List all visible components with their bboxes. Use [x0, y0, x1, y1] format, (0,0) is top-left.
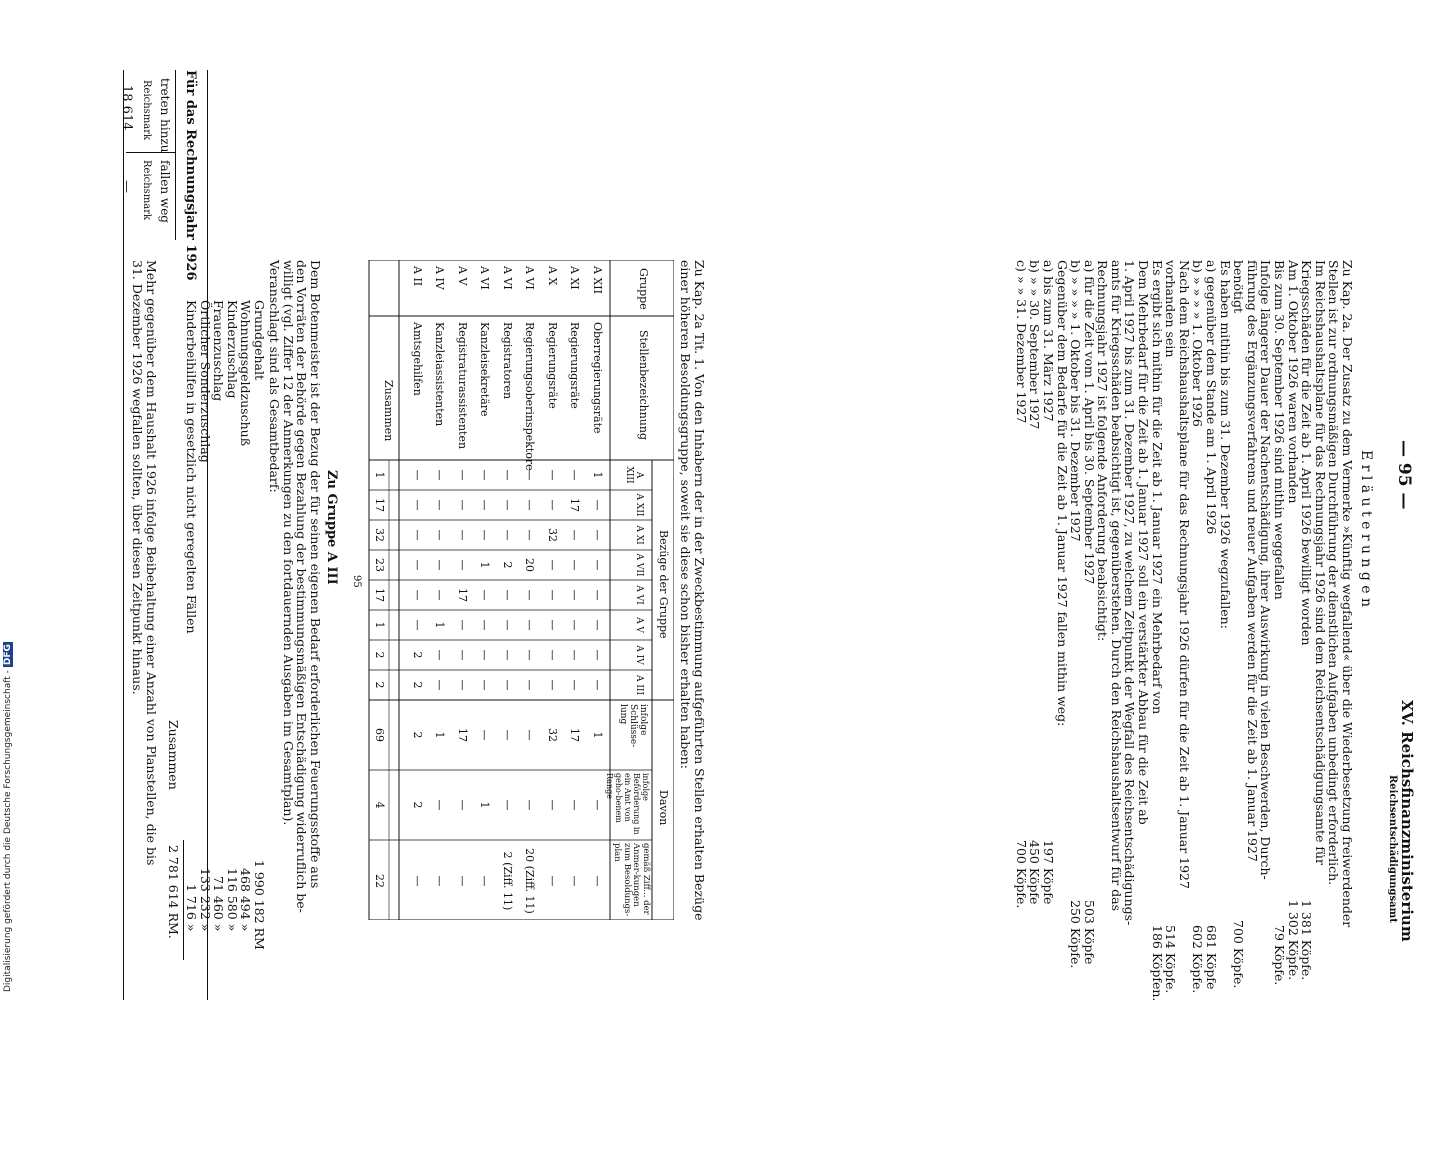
- section2-text: [679, 260, 706, 920]
- section-title: E r l ä u t e r u n g e n: [1358, 450, 1374, 608]
- cell-stelle: Regierungsoberinspektore: [523, 322, 537, 471]
- text-line: Kriegsschäden für die Zeit ab 1. April 1926 bewilligt worden 1 381 Köpfe.: [1299, 260, 1315, 981]
- left-column-header: Für das Rechnungsjahr 1926: [183, 70, 198, 281]
- text-line: a) bis zum 31. März 1927 197 Köpfe: [1040, 260, 1056, 905]
- cell-value: —: [501, 649, 514, 661]
- dfg-footer-note: Digitalisierung gefördert durch die Deutsche Forschungsgemeinschaft -DFG: [3, 644, 13, 992]
- cell-value: —: [568, 679, 582, 691]
- cell-value: —: [568, 589, 582, 601]
- cell-value: 17: [456, 588, 469, 602]
- header-davon: Davon: [657, 790, 670, 826]
- total-value: 1: [373, 471, 386, 479]
- cell-davon: 17: [456, 728, 469, 742]
- cell-value: —: [456, 499, 469, 511]
- header-rule: [175, 70, 176, 240]
- list-item: Örtlicher Sonderzuschlag 133 232 »: [197, 300, 213, 932]
- list-item: Kinderbeihilfen in gesetzlich nicht geregelten Fällen 1 716 »: [184, 300, 200, 932]
- cell-value: —: [433, 499, 447, 511]
- cell-value: —: [591, 589, 604, 601]
- col-treten-hinzu: treten hinzu: [158, 78, 172, 153]
- cell-value: —: [591, 649, 604, 661]
- header-stellenbezeichnung: Stellenbezeichnung: [637, 330, 650, 441]
- cell-value: —: [411, 499, 424, 511]
- column-divider: [123, 70, 124, 1000]
- text-line: amts für Kriegsschäden beabsichtigt ist, gegenüberstehen. Durch den Reichshaushaltsentwurf für das: [1108, 260, 1124, 912]
- text-line: a) gegenüber dem Stande am 1. April 1926 681 Köpfe: [1204, 260, 1220, 990]
- cell-value: —: [478, 619, 492, 631]
- total-value: 1: [373, 621, 386, 629]
- col-fallen-weg: fallen weg: [158, 160, 172, 223]
- cell-davon: —: [546, 875, 559, 887]
- closing-text: [131, 260, 158, 865]
- group-header-1: A XII: [634, 493, 644, 517]
- cell-value: 2: [411, 651, 424, 659]
- cell-davon: —: [411, 875, 424, 887]
- text-line: Mehr gegenüber dem Haushalt 1926 infolge Beibehaltung einer Anzahl von Planstellen, die bis: [144, 260, 159, 866]
- cell-value: —: [501, 679, 514, 691]
- cell-davon: —: [591, 799, 604, 811]
- text-line: einer höheren Besoldungsgruppe, soweit sie diese schon bisher erhalten haben:: [678, 260, 694, 769]
- list-item: Frauenzuschlag 71 460 »: [211, 300, 227, 932]
- cell-davon: 2 (Ziff. 11): [501, 851, 514, 911]
- cell-value: —: [411, 559, 424, 571]
- cell-value: —: [433, 469, 447, 481]
- cell-value: 20: [523, 558, 537, 572]
- cell-value: —: [591, 619, 604, 631]
- cell-value: —: [456, 649, 469, 661]
- text-line: b) » » 30. September 1927 450 Köpfe: [1027, 260, 1043, 905]
- cell-value: —: [478, 649, 492, 661]
- cell-stelle: Oberregierungsräte: [591, 322, 604, 434]
- cell-value: 1: [591, 471, 604, 479]
- cell-davon: —: [433, 875, 447, 887]
- cell-davon: —: [433, 799, 447, 811]
- cell-value: —: [411, 469, 424, 481]
- cell-value: —: [411, 529, 424, 541]
- cell-davon: 32: [546, 728, 559, 742]
- cell-davon: 17: [568, 728, 582, 742]
- cell-davon: 2: [411, 801, 424, 809]
- cell-davon: 2: [411, 731, 424, 739]
- group-header-2: A XI: [634, 525, 644, 545]
- total-davon: 4: [373, 801, 386, 809]
- section3-text: [268, 260, 322, 913]
- cell-value: —: [546, 499, 559, 511]
- cell-value: —: [591, 559, 604, 571]
- cell-stelle: Regierungsräte: [546, 322, 559, 409]
- group-header-7: A III: [634, 674, 644, 696]
- cell-gruppe: A VI: [501, 266, 514, 290]
- cell-value: 32: [546, 528, 559, 542]
- cell-davon: —: [478, 875, 492, 887]
- text-line: Es haben mithin bis zum 31. Dezember 1926 wegzufallen:: [1217, 260, 1233, 629]
- cell-value: —: [568, 469, 582, 481]
- cell-stelle: Amtsgehilfen: [411, 322, 424, 396]
- total-value: 23: [373, 558, 386, 572]
- text-line: Veranschlagt sind als Gesamtbedarf:: [267, 260, 283, 493]
- col2-unit: Reichsmark: [141, 160, 152, 221]
- cell-value: —: [501, 589, 514, 601]
- header-bezuege: Bezüge der Gruppe: [657, 530, 670, 639]
- col1-unit: Reichsmark: [141, 80, 152, 141]
- dfg-logo: DFG: [3, 644, 13, 666]
- cell-value: —: [456, 559, 469, 571]
- list-item: Wohnungsgeldzuschuß 468 494 »: [238, 300, 254, 932]
- text-line: willigt (vgl. Ziffer 12 der Anmerkungen zu den fortdauernden Ausgaben im Gesamtplan).: [280, 260, 296, 826]
- cell-value: —: [411, 589, 424, 601]
- text-line: Es ergibt sich mithin für die Zeit ab 1. Januar 1927 ein Mehrbedarf von 186 Köpfen.: [1149, 260, 1165, 1002]
- text-line: Nach dem Reichshaushaltsplane für das Rechnungsjahr 1926 dürfen für die Zeit ab 1. Januar 1927: [1176, 260, 1192, 889]
- text-line: Zu Kap. 2a. Der Zusatz zu dem Vermerke »Künftig wegfallend« über die Wiederbesetzung freiwerdender: [1340, 260, 1355, 928]
- text-line: Dem Mehrbedarf für die Zeit ab 1. Januar 1927 soll ein verstärkter Abbau für die Zeit ab: [1136, 260, 1152, 825]
- text-line: b) » » » » 1. Oktober 1926 602 Köpfe.: [1190, 260, 1206, 994]
- cell-value: —: [433, 589, 447, 601]
- cell-value: —: [568, 529, 582, 541]
- text-line: Infolge längerer Dauer der Nachentschädigung, ihrer Auswirkung in vielen Beschwerden, Durch-: [1258, 260, 1274, 880]
- cell-value: —: [591, 499, 604, 511]
- office-heading: Reichsentschädigungsamt: [1387, 775, 1398, 923]
- text-line: Stellen ist zur ordnungsmäßigen Durchführung der dienstlichen Aufgaben unbedingt erforderlich.: [1326, 260, 1342, 886]
- cell-gruppe: A XI: [568, 266, 582, 290]
- cell-davon: —: [591, 875, 604, 887]
- cell-value: —: [478, 529, 492, 541]
- cell-stelle: Registratoren: [501, 322, 514, 400]
- cell-davon: —: [501, 799, 514, 811]
- cell-davon: —: [546, 799, 559, 811]
- total-davon: 69: [373, 728, 386, 742]
- cell-value: —: [501, 499, 514, 511]
- cell-value: —: [478, 499, 492, 511]
- cell-value: —: [411, 619, 424, 631]
- cell-gruppe: A V: [456, 266, 469, 286]
- cell-value: —: [523, 469, 537, 481]
- cell-value: —: [433, 559, 447, 571]
- cell-davon: 1: [591, 731, 604, 739]
- group-header-5: A V: [634, 617, 644, 633]
- text-line: Zu Kap. 2a Tit. 1. Von den Inhabern der in der Zweckbestimmung aufgeführten Stellen erhalten Bezüge: [692, 260, 707, 921]
- sum-value: 2 781 614 RM.: [166, 845, 181, 939]
- text-line: Dem Botenmeister ist der Bezug der für seinen eigenen Bedarf erforderlichen Feuerungsstoffe aus: [308, 260, 323, 889]
- cell-value: —: [456, 529, 469, 541]
- cell-value: —: [523, 619, 537, 631]
- cell-davon: 1: [433, 731, 447, 739]
- cell-davon: 1: [478, 801, 492, 809]
- cell-value: —: [523, 649, 537, 661]
- cell-value: 1: [478, 561, 492, 569]
- cell-value: —: [546, 469, 559, 481]
- text-line: vorhanden sein 514 Köpfe.: [1163, 260, 1179, 994]
- cell-value: —: [546, 649, 559, 661]
- cell-gruppe: A X: [546, 266, 559, 286]
- cell-value: —: [501, 529, 514, 541]
- text-line: benötigt 700 Köpfe.: [1231, 260, 1247, 989]
- cell-value: —: [433, 649, 447, 661]
- group-header-3: A VII: [634, 553, 644, 577]
- total-label: Zusammen: [382, 380, 395, 442]
- cell-davon: —: [456, 799, 469, 811]
- group-header-4: A VI: [634, 585, 644, 605]
- cell-value: —: [433, 529, 447, 541]
- cell-davon: —: [456, 875, 469, 887]
- cell-gruppe: A II: [411, 266, 424, 287]
- list-item: Grundgehalt 1 990 182 RM: [252, 300, 267, 950]
- cell-davon: —: [568, 875, 582, 887]
- cell-value: —: [501, 619, 514, 631]
- cell-stelle: Kanzleisekretäre: [478, 322, 492, 417]
- text-line: 1. April 1927 bis zum 31. Dezember 1927, zu welchem Zeitpunkt der Wegfall des Reichsentschädigungs-: [1122, 260, 1138, 926]
- value-treten-hinzu: 18 614: [119, 85, 134, 131]
- cell-value: —: [546, 589, 559, 601]
- cell-value: —: [478, 589, 492, 601]
- text-line: a) für die Zeit vom 1. April bis 30. September 1927 503 Köpfe: [1081, 260, 1097, 965]
- cell-davon: —: [478, 729, 492, 741]
- cell-value: —: [456, 469, 469, 481]
- text-line: Bis zum 30. September 1926 sind mithin weggefallen 79 Köpfe.: [1272, 260, 1288, 986]
- list-item: Kinderzuschlag 116 580 »: [224, 300, 240, 932]
- cell-value: —: [478, 469, 492, 481]
- text-line: Gegenüber dem Bedarfe für die Zeit ab 1. Januar 1927 fallen mithin weg:: [1054, 260, 1070, 727]
- total-value: 17: [373, 498, 386, 512]
- cell-davon: —: [501, 729, 514, 741]
- cell-value: 1: [433, 621, 447, 629]
- value-fallen-weg: —: [119, 180, 134, 193]
- sum-label: Zusammen: [166, 720, 181, 790]
- cell-stelle: Kanzleiassistenten: [433, 322, 447, 427]
- total-davon: 22: [373, 874, 386, 888]
- group-header-0: A XIII: [624, 466, 644, 484]
- text-line: führung des Ergänzungsverfahrens und neuer Aufgaben werden für die Zeit ab 1. Januar 1927: [1244, 260, 1260, 862]
- cell-value: —: [433, 679, 447, 691]
- cell-davon: —: [523, 799, 537, 811]
- sum-rule: [183, 840, 184, 960]
- cost-list: [184, 300, 267, 950]
- cell-value: —: [523, 589, 537, 601]
- cell-value: —: [568, 559, 582, 571]
- text-line: Im Reichshaushaltsplane für das Rechnungsjahr 1926 sind dem Reichsentschädigungsamte für: [1312, 260, 1328, 866]
- cell-davon: —: [568, 799, 582, 811]
- ministry-heading: XV. Reichsfinanzministerium: [1398, 700, 1416, 942]
- staff-table: [364, 260, 674, 920]
- cell-value: —: [478, 679, 492, 691]
- cell-value: —: [591, 679, 604, 691]
- cell-stelle: Regierungsräte: [568, 322, 582, 409]
- section1-text: [1014, 260, 1354, 1160]
- text-line: den Vorräten der Behörde gegen Bezahlung der bestimmungsmäßigen Entschädigung widerruflich be-: [294, 260, 310, 913]
- header-befoerderung: infolge Beförderung in ein Amt von geho-benem Range: [605, 773, 650, 835]
- total-value: 17: [373, 588, 386, 602]
- cell-value: 2: [411, 681, 424, 689]
- text-line: b) » » » » 1. Oktober bis 31. Dezember 1927 250 Köpfe.: [1068, 260, 1084, 969]
- total-value: 2: [373, 681, 386, 689]
- cell-gruppe: A IV: [433, 266, 447, 290]
- header-anmerkungen: gemäß Ziff... der Anmer-kungen zum Besoldungs-plan: [612, 843, 651, 917]
- total-value: 2: [373, 651, 386, 659]
- page-number: — 95 —: [1394, 440, 1414, 510]
- cell-gruppe: A VI: [523, 266, 537, 290]
- cell-value: —: [568, 619, 582, 631]
- cell-value: —: [523, 679, 537, 691]
- cell-value: —: [568, 649, 582, 661]
- cell-value: —: [546, 619, 559, 631]
- cell-gruppe: A XII: [591, 266, 604, 294]
- cell-stelle: Registraturassistenten: [456, 322, 469, 450]
- cell-gruppe: A VI: [478, 266, 492, 290]
- text-line: c) » » 31. Dezember 1927 700 Köpfe.: [1013, 260, 1029, 909]
- table-footnote: 95: [351, 575, 362, 588]
- cell-value: —: [591, 529, 604, 541]
- cell-davon: —: [523, 729, 537, 741]
- group-header-6: A IV: [634, 645, 644, 665]
- cell-value: 17: [568, 498, 582, 512]
- cell-value: —: [501, 469, 514, 481]
- text-line: 31. Dezember 1926 wegfallen sollten, über diesen Zeitpunkt hinaus.: [130, 260, 146, 695]
- total-value: 32: [373, 528, 386, 542]
- cell-value: —: [456, 679, 469, 691]
- cell-value: —: [546, 679, 559, 691]
- text-line: Am 1. Oktober 1926 waren vorhanden 1 302 Köpfe.: [1285, 260, 1301, 981]
- cell-value: —: [523, 529, 537, 541]
- text-line: Rechnungsjahr 1927 ist folgende Anforderung beabsichtigt:: [1095, 260, 1111, 642]
- cell-value: 2: [501, 561, 514, 569]
- cell-davon: 20 (Ziff. 11): [523, 848, 537, 914]
- header-schluesselung: infolge Schlüsse-lung: [618, 704, 648, 748]
- cell-value: —: [546, 559, 559, 571]
- header-gruppe: Gruppe: [637, 268, 650, 310]
- cell-value: —: [523, 499, 537, 511]
- section3-title: Zu Gruppe A III: [324, 470, 339, 585]
- cell-value: —: [456, 619, 469, 631]
